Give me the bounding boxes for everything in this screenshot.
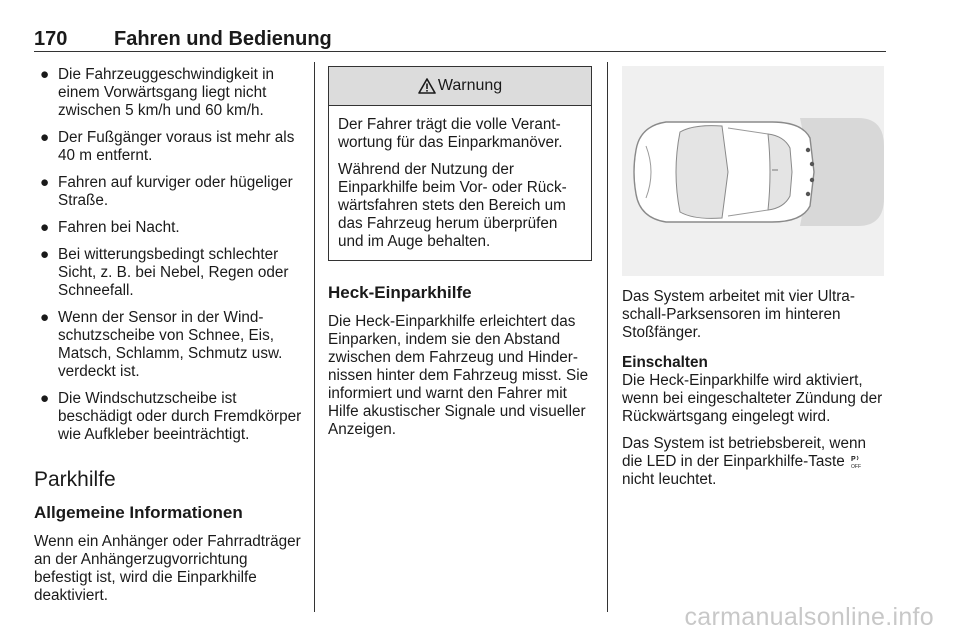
header-divider bbox=[34, 51, 886, 52]
park-assist-button-icon bbox=[849, 453, 863, 469]
warning-paragraph: Der Fahrer trägt die volle Verantwortung für das Einparkmanöver. bbox=[338, 116, 563, 151]
page-header bbox=[34, 22, 886, 50]
bullet-text: Die Windschutzscheibe ist beschädigt oder durch Fremdkörper wie Aufkleber beeinträchtigt. bbox=[58, 390, 302, 443]
column-3 bbox=[622, 66, 886, 498]
bullet-text: Bei witterungsbedingt schlechter Sicht, z. B. bei Nebel, Regen oder Schneefall. bbox=[58, 246, 289, 299]
bullet-dot: ● bbox=[40, 129, 50, 146]
list-item bbox=[34, 390, 302, 444]
bullet-list bbox=[34, 66, 302, 444]
paragraph: Die Heck-Einparkhilfe wird aktiviert, wenn bei eingeschalteter Zündung der Rückwärtsgang eingelegt wird. bbox=[622, 372, 883, 425]
page-number: 170 bbox=[34, 28, 68, 50]
bullet-dot: ● bbox=[40, 309, 50, 326]
bullet-text: Fahren auf kurviger oder hügeliger Straße. bbox=[58, 174, 293, 209]
bullet-dot: ● bbox=[40, 66, 50, 83]
page-title: Fahren und Bedienung bbox=[114, 28, 332, 50]
paragraph bbox=[622, 435, 886, 489]
paragraph: Das System arbeitet mit vier Ultraschall-Parksensoren im hinteren Stoßfänger. bbox=[622, 288, 855, 341]
bullet-text: Die Fahrzeuggeschwindigkeit in einem Vorwärtsgang liegt nicht zwischen 5 km/h und 60 km/h. bbox=[58, 66, 274, 119]
paragraph: Die Heck-Einparkhilfe erleichtert das Einparken, indem sie den Abstand zwischen dem Fahrzeug und Hindernissen hinter dem Fahrzeug misst. Sie informiert und warnt den Fahrer mit Hilfe akustischer Signale und visueller Anzeigen. bbox=[328, 313, 589, 438]
bullet-text: Wenn der Sensor in der Windschutzscheibe von Schnee, Eis, Matsch, Schlamm, Schmutz usw. verdeckt ist. bbox=[58, 309, 283, 380]
section-title: Parkhilfe bbox=[34, 468, 116, 491]
list-item bbox=[34, 219, 302, 237]
column-divider-1 bbox=[314, 62, 315, 612]
bullet-dot: ● bbox=[40, 219, 50, 236]
bullet-text: Fahren bei Nacht. bbox=[58, 219, 180, 236]
column-1 bbox=[34, 66, 302, 614]
column-divider-2 bbox=[607, 62, 608, 612]
list-item bbox=[34, 66, 302, 120]
warning-triangle-icon bbox=[418, 78, 436, 94]
column-2 bbox=[328, 66, 592, 448]
bullet-dot: ● bbox=[40, 174, 50, 191]
paragraph: Wenn ein Anhänger oder Fahrradträger an der Anhängerzugvorrichtung befestigt ist, wird die Einparkhilfe deaktiviert. bbox=[34, 533, 301, 604]
warning-box bbox=[328, 66, 592, 261]
car-rear-sensor-illustration bbox=[622, 66, 884, 276]
paragraph-text: Das System ist betriebsbereit, wenn die LED in der Einparkhilfe-Taste bbox=[622, 435, 867, 470]
svg-text:OFF: OFF bbox=[851, 464, 862, 469]
section-heading: Einschalten bbox=[622, 354, 708, 371]
warning-title: Warnung bbox=[437, 77, 503, 94]
list-item bbox=[34, 309, 302, 381]
bullet-text: Der Fußgänger voraus ist mehr als 40 m entfernt. bbox=[58, 129, 295, 164]
warning-header bbox=[329, 67, 591, 106]
subsection-title: Allgemeine Informationen bbox=[34, 503, 243, 522]
paragraph-text: nicht leuchtet. bbox=[622, 471, 717, 488]
list-item bbox=[34, 246, 302, 300]
list-item bbox=[34, 174, 302, 210]
bullet-dot: ● bbox=[40, 246, 50, 263]
watermark: carmanualsonline.info bbox=[684, 603, 934, 631]
warning-paragraph: Während der Nutzung der Einparkhilfe beim Vor- oder Rückwärtsfahren stets den Bereich um das Fahrzeug herum überprüfen und im Auge behalten. bbox=[338, 161, 567, 250]
subsection-title: Heck-Einparkhilfe bbox=[328, 283, 472, 302]
list-item bbox=[34, 129, 302, 165]
svg-text:P: P bbox=[851, 456, 856, 463]
warning-body bbox=[329, 106, 591, 251]
bullet-dot: ● bbox=[40, 390, 50, 407]
